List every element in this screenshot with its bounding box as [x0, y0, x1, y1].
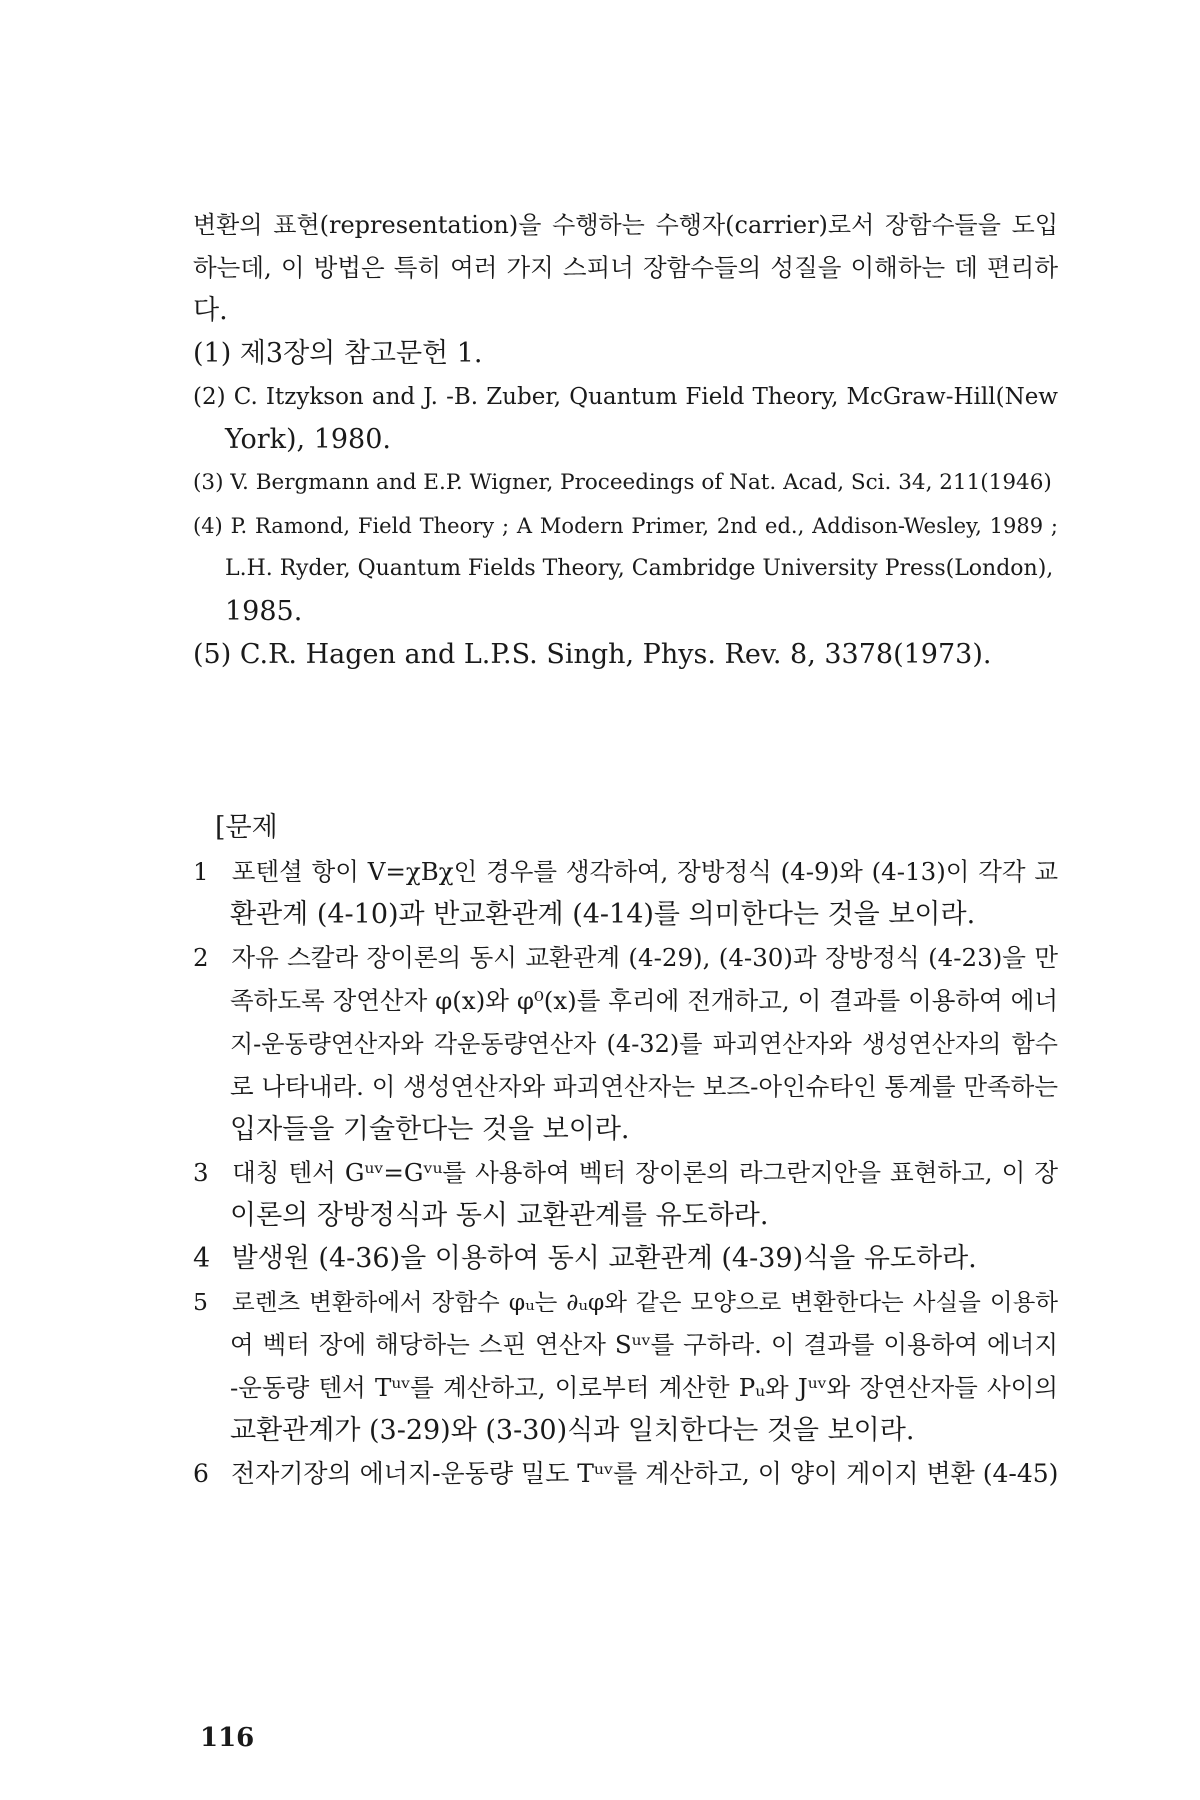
problem-number: 1	[193, 857, 209, 886]
problem-text: 로렌츠 변환하에서 장함수 φᵤ는 ∂ᵤφ와 같은 모양으로 변환한다는 사실을 이용하	[232, 1288, 1058, 1316]
problem-2-line-2: 족하도록 장연산자 φ(x)와 φ⁰(x)를 후리에 전개하고, 이 결과를 이용하여 에너	[230, 986, 1058, 1015]
problem-2-line-1	[193, 938, 1058, 978]
problem-4-line-1	[193, 1239, 1058, 1279]
problem-number: 2	[193, 943, 209, 972]
intro-line-3: 다.	[193, 295, 228, 326]
reference-2-line-2: York), 1980.	[225, 424, 391, 455]
problem-5-line-3: -운동량 텐서 Tᵘᵛ를 계산하고, 이로부터 계산한 Pᵤ와 Jᵘᵛ와 장연산자들 사이의	[230, 1373, 1058, 1402]
reference-4-line-3: 1985.	[225, 596, 303, 627]
problem-3-line-2: 이론의 장방정식과 동시 교환관계를 유도하라.	[230, 1200, 769, 1231]
problem-6-line-1	[193, 1454, 1058, 1494]
problem-3-line-1	[193, 1153, 1058, 1193]
problem-1-line-2: 환관계 (4-10)과 반교환관계 (4-14)를 의미한다는 것을 보이라.	[230, 899, 976, 930]
problem-1-line-1	[193, 852, 1058, 892]
problem-text: 자유 스칼라 장이론의 동시 교환관계 (4-29), (4-30)과 장방정식 (4-23)을 만	[231, 943, 1058, 972]
problem-2-line-5: 입자들을 기술한다는 것을 보이라.	[230, 1114, 630, 1145]
problem-text: 발생원 (4-36)을 이용하여 동시 교환관계 (4-39)식을 유도하라.	[231, 1243, 977, 1274]
problem-5-line-2: 여 벡터 장에 해당하는 스핀 연산자 Sᵘᵛ를 구하라. 이 결과를 이용하여 에너지	[230, 1330, 1058, 1359]
intro-line-2: 하는데, 이 방법은 특히 여러 가지 스피너 장함수들의 성질을 이해하는 데 편리하	[193, 253, 1058, 282]
page-number: 116	[200, 1723, 255, 1753]
problem-number: 4	[193, 1243, 211, 1274]
reference-4-line-1: (4) P. Ramond, Field Theory ; A Modern Primer, 2nd ed., Addison-Wesley, 1989 ;	[193, 514, 1058, 538]
reference-4-line-2: L.H. Ryder, Quantum Fields Theory, Cambridge University Press(London),	[225, 556, 1054, 581]
problem-2-line-4: 로 나타내라. 이 생성연산자와 파괴연산자는 보즈-아인슈타인 통계를 만족하는	[230, 1072, 1058, 1101]
reference-3: (3) V. Bergmann and E.P. Wigner, Proceedings of Nat. Acad, Sci. 34, 211(1946)	[193, 470, 1052, 495]
problem-text: 대칭 텐서 Gᵘᵛ=Gᵛᵘ를 사용하여 벡터 장이론의 라그란지안을 표현하고, 이 장	[232, 1158, 1058, 1187]
intro-line-1: 변환의 표현(representation)을 수행하는 수행자(carrier)로서 장함수들을 도입	[193, 211, 1058, 239]
problem-2-line-3: 지-운동량연산자와 각운동량연산자 (4-32)를 파괴연산자와 생성연산자의 함수	[230, 1030, 1058, 1058]
reference-2-line-1: (2) C. Itzykson and J. -B. Zuber, Quantum Field Theory, McGraw-Hill(New	[193, 384, 1058, 410]
reference-1: (1) 제3장의 참고문헌 1.	[193, 338, 483, 369]
problem-number: 3	[193, 1158, 209, 1187]
problems-heading: [문제	[215, 812, 278, 843]
problem-number: 6	[193, 1459, 209, 1488]
problem-text: 포텐셜 항이 V=χBχ인 경우를 생각하여, 장방정식 (4-9)와 (4-13)이 각각 교	[231, 857, 1058, 886]
problem-5-line-4: 교환관계가 (3-29)와 (3-30)식과 일치한다는 것을 보이라.	[230, 1415, 915, 1446]
problem-5-line-1	[193, 1282, 1058, 1322]
problem-number: 5	[193, 1288, 208, 1316]
reference-5: (5) C.R. Hagen and L.P.S. Singh, Phys. Rev. 8, 3378(1973).	[193, 639, 992, 670]
problem-text: 전자기장의 에너지-운동량 밀도 Tᵘᵛ를 계산하고, 이 양이 게이지 변환 (4-45)	[230, 1459, 1059, 1488]
